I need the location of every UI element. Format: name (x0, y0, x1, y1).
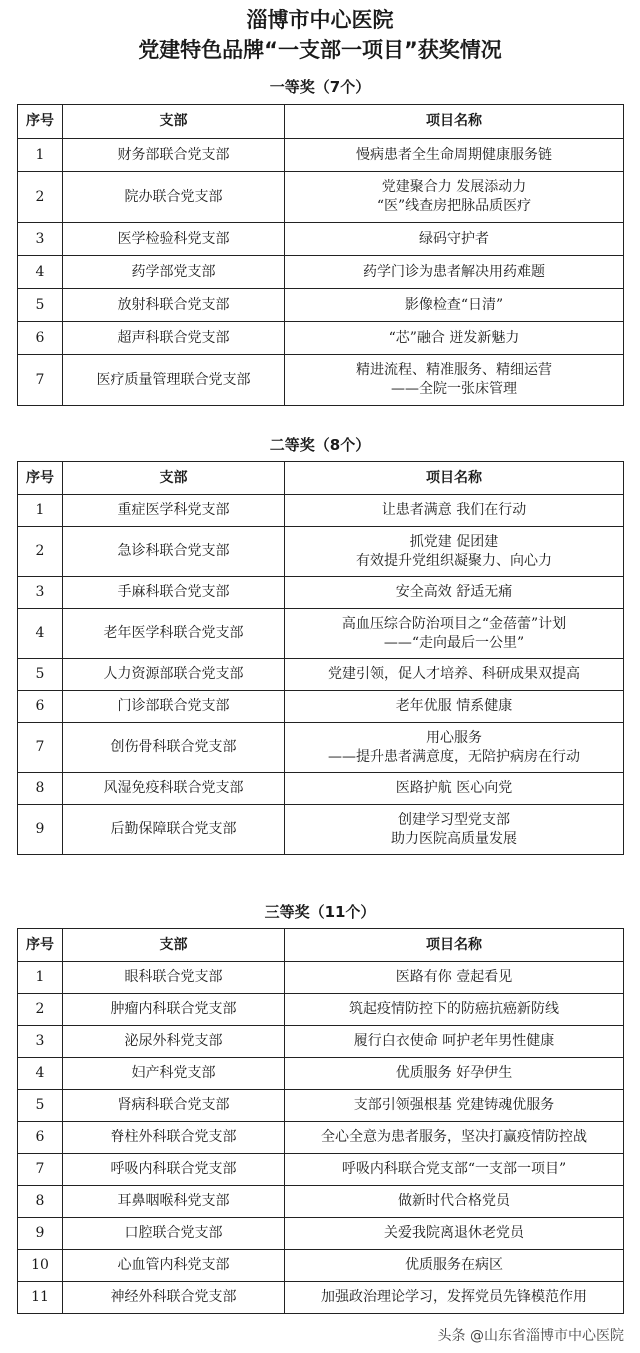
table-row (18, 577, 624, 609)
table-row (18, 355, 624, 406)
branch-name: 心血管内科党支部 (63, 1250, 285, 1282)
project-name (285, 527, 624, 577)
project-name-line: ——“走向最后一公里” (383, 634, 525, 651)
row-number: 11 (18, 1282, 63, 1314)
table-row (18, 289, 624, 322)
project-name-line: 药学门诊为患者解决用药难题 (363, 263, 545, 280)
row-number: 2 (18, 994, 63, 1026)
row-number: 8 (18, 773, 63, 805)
section-title-second-prize: 二等奖（8个） (269, 436, 371, 454)
row-number: 4 (18, 1058, 63, 1090)
table-row (18, 691, 624, 723)
header-no: 序号 (18, 105, 63, 139)
row-number: 5 (18, 289, 63, 322)
first-prize-table (17, 104, 624, 406)
row-number: 8 (18, 1186, 63, 1218)
branch-name: 药学部党支部 (63, 256, 285, 289)
row-number: 6 (18, 1122, 63, 1154)
project-name-line: 全心全意为患者服务，坚决打赢疫情防控战 (321, 1129, 587, 1145)
project-name-line: 医路有你 壹起看见 (395, 969, 513, 985)
branch-name: 眼科联合党支部 (63, 962, 285, 994)
table-row (18, 773, 624, 805)
row-number: 7 (18, 355, 63, 406)
table-row (18, 1026, 624, 1058)
branch-name: 口腔联合党支部 (63, 1218, 285, 1250)
project-name (285, 322, 624, 355)
header-no: 序号 (18, 929, 63, 962)
project-name-line: 精进流程、精准服务、精细运营 (356, 362, 552, 378)
row-number: 10 (18, 1250, 63, 1282)
project-name (285, 1122, 624, 1154)
project-name-line: 支部引领强根基 党建铸魂优服务 (353, 1097, 555, 1113)
project-name (285, 1218, 624, 1250)
row-number: 5 (18, 1090, 63, 1122)
project-name-line: 让患者满意 我们在行动 (381, 502, 527, 518)
project-name (285, 172, 624, 223)
project-name (285, 256, 624, 289)
table-row (18, 495, 624, 527)
row-number: 2 (18, 527, 63, 577)
table-row (18, 994, 624, 1026)
project-name-line: 优质服务 好孕伊生 (395, 1065, 513, 1081)
project-name (285, 1058, 624, 1090)
project-name (285, 1154, 624, 1186)
project-name (285, 609, 624, 659)
row-number: 2 (18, 172, 63, 223)
project-name-line: 老年优服 情系健康 (395, 698, 513, 714)
row-number: 1 (18, 495, 63, 527)
row-number: 3 (18, 223, 63, 256)
project-name (285, 495, 624, 527)
branch-name: 老年医学科联合党支部 (63, 609, 285, 659)
branch-name: 手麻科联合党支部 (63, 577, 285, 609)
page-title: 淄博市中心医院 (246, 8, 394, 32)
table-row (18, 609, 624, 659)
table-row (18, 1058, 624, 1090)
project-name (285, 1250, 624, 1282)
header-branch: 支部 (63, 105, 285, 139)
project-name-line: 慢病患者全生命周期健康服务链 (356, 146, 552, 163)
project-name (285, 1026, 624, 1058)
header-branch: 支部 (63, 929, 285, 962)
branch-name: 呼吸内科联合党支部 (63, 1154, 285, 1186)
project-name (285, 691, 624, 723)
branch-name: 人力资源部联合党支部 (63, 659, 285, 691)
branch-name: 肿瘤内科联合党支部 (63, 994, 285, 1026)
row-number: 4 (18, 609, 63, 659)
branch-name: 耳鼻咽喉科党支部 (63, 1186, 285, 1218)
branch-name: 院办联合党支部 (63, 172, 285, 223)
branch-name: 财务部联合党支部 (63, 139, 285, 172)
project-name (285, 139, 624, 172)
table-row (18, 1218, 624, 1250)
project-name (285, 723, 624, 773)
project-name-line: 助力医院高质量发展 (391, 830, 517, 847)
header-project: 项目名称 (285, 105, 624, 139)
branch-name: 后勤保障联合党支部 (63, 805, 285, 855)
project-name-line: “芯”融合 迸发新魅力 (388, 329, 520, 346)
project-name (285, 994, 624, 1026)
row-number: 7 (18, 1154, 63, 1186)
project-name (285, 577, 624, 609)
project-name-line: 有效提升党组织凝聚力、向心力 (356, 552, 552, 569)
section-title-first-prize: 一等奖（7个） (269, 78, 371, 96)
project-name-line: 优质服务在病区 (405, 1257, 503, 1273)
project-name-line: 关爱我院离退休老党员 (384, 1225, 524, 1241)
project-name-line: 绿码守护者 (419, 230, 489, 247)
project-name (285, 355, 624, 406)
project-name (285, 223, 624, 256)
project-name-line: 抓党建 促团建 (409, 533, 499, 550)
project-name-line: 安全高效 舒适无痛 (395, 584, 513, 600)
table-row (18, 223, 624, 256)
table-row (18, 527, 624, 577)
table-row (18, 659, 624, 691)
row-number: 9 (18, 805, 63, 855)
project-name-line: 创建学习型党支部 (398, 811, 510, 828)
table-row (18, 805, 624, 855)
project-name-line: 医路护航 医心向党 (395, 780, 513, 796)
table-row (18, 1090, 624, 1122)
project-name-line: 筑起疫情防控下的防癌抗癌新防线 (349, 1001, 559, 1017)
project-name-line: 做新时代合格党员 (398, 1193, 510, 1209)
branch-name: 放射科联合党支部 (63, 289, 285, 322)
project-name (285, 289, 624, 322)
table-row (18, 322, 624, 355)
row-number: 7 (18, 723, 63, 773)
section-title-third-prize: 三等奖（11个） (264, 903, 376, 921)
row-number: 1 (18, 139, 63, 172)
row-number: 3 (18, 1026, 63, 1058)
row-number: 3 (18, 577, 63, 609)
project-name-line: 履行白衣使命 呵护老年男性健康 (353, 1033, 555, 1049)
project-name (285, 659, 624, 691)
branch-name: 急诊科联合党支部 (63, 527, 285, 577)
project-name-line: “医”线查房把脉品质医疗 (376, 198, 532, 214)
header-project: 项目名称 (285, 462, 624, 495)
table-row (18, 1186, 624, 1218)
watermark: 头条 @山东省淄博市中心医院 (436, 1325, 626, 1345)
row-number: 9 (18, 1218, 63, 1250)
branch-name: 妇产科党支部 (63, 1058, 285, 1090)
project-name-line: 高血压综合防治项目之“金蓓蕾”计划 (341, 615, 567, 632)
project-name (285, 962, 624, 994)
row-number: 5 (18, 659, 63, 691)
branch-name: 超声科联合党支部 (63, 322, 285, 355)
branch-name: 风湿免疫科联合党支部 (63, 773, 285, 805)
project-name-line: 党建引领，促人才培养、科研成果双提高 (328, 666, 580, 682)
row-number: 4 (18, 256, 63, 289)
project-name-line: ——全院一张床管理 (391, 381, 517, 397)
table-row (18, 256, 624, 289)
project-name (285, 1186, 624, 1218)
header-no: 序号 (18, 462, 63, 495)
project-name-line: 加强政治理论学习，发挥党员先锋模范作用 (321, 1289, 587, 1305)
branch-name: 脊柱外科联合党支部 (63, 1122, 285, 1154)
project-name (285, 773, 624, 805)
row-number: 6 (18, 322, 63, 355)
project-name (285, 1282, 624, 1314)
table-row (18, 1250, 624, 1282)
page-subtitle: 党建特色品牌“一支部一项目”获奖情况 (138, 38, 502, 62)
row-number: 1 (18, 962, 63, 994)
branch-name: 医疗质量管理联合党支部 (63, 355, 285, 406)
branch-name: 医学检验科党支部 (63, 223, 285, 256)
project-name-line: ——提升患者满意度，无陪护病房在行动 (328, 748, 580, 765)
header-branch: 支部 (63, 462, 285, 495)
table-row (18, 723, 624, 773)
table-row (18, 962, 624, 994)
table-row (18, 172, 624, 223)
second-prize-table (17, 461, 624, 855)
branch-name: 门诊部联合党支部 (63, 691, 285, 723)
row-number: 6 (18, 691, 63, 723)
third-prize-table (17, 928, 624, 1314)
branch-name: 肾病科联合党支部 (63, 1090, 285, 1122)
project-name-line: 党建聚合力 发展添动力 (381, 179, 527, 195)
branch-name: 重症医学科党支部 (63, 495, 285, 527)
header-project: 项目名称 (285, 929, 624, 962)
table-row (18, 139, 624, 172)
table-row (18, 1122, 624, 1154)
project-name (285, 805, 624, 855)
branch-name: 创伤骨科联合党支部 (63, 723, 285, 773)
branch-name: 泌尿外科党支部 (63, 1026, 285, 1058)
table-row (18, 1282, 624, 1314)
project-name-line: 影像检查“日清” (404, 296, 504, 313)
table-row (18, 1154, 624, 1186)
project-name (285, 1090, 624, 1122)
branch-name: 神经外科联合党支部 (63, 1282, 285, 1314)
project-name-line: 呼吸内科联合党支部“一支部一项目” (341, 1161, 567, 1177)
project-name-line: 用心服务 (426, 729, 482, 746)
